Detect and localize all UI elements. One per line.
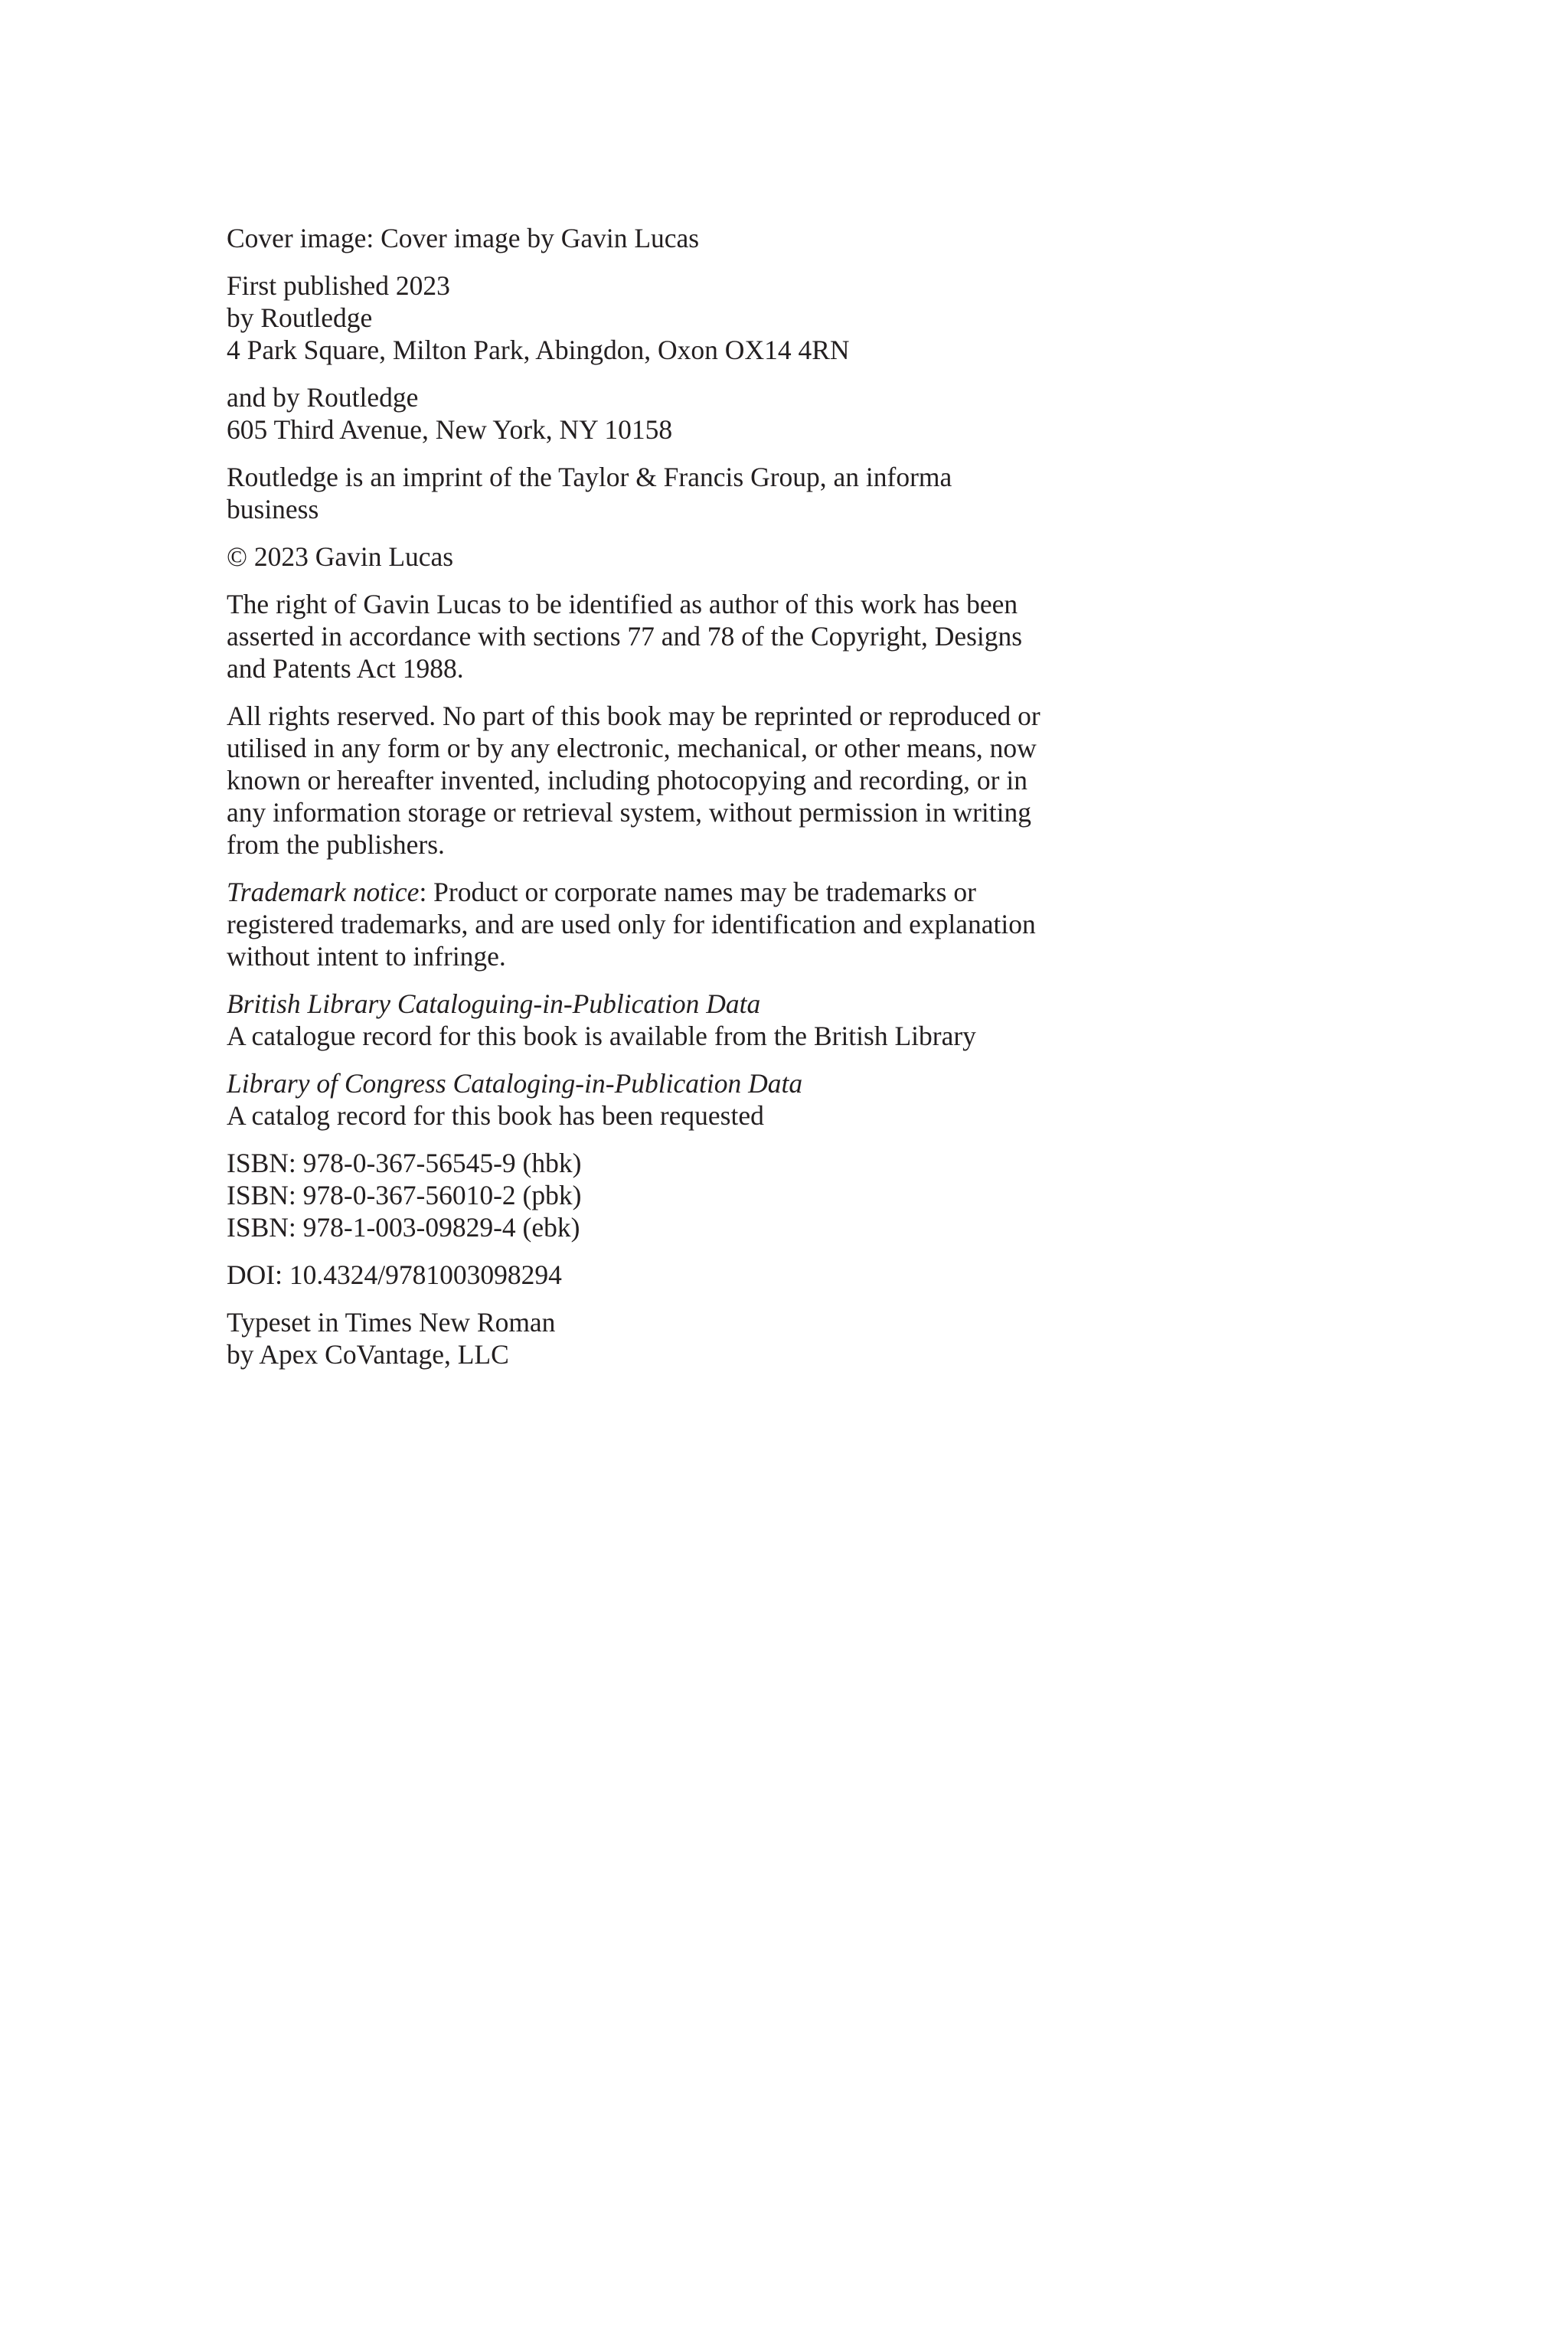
trademark-line: [227, 876, 1130, 908]
typeface: Typeset in Times New Roman: [227, 1307, 556, 1338]
doi: DOI: 10.4324/9781003098294: [227, 1259, 562, 1290]
doi-block: [227, 1259, 1130, 1291]
isbn-ebook: ISBN: 978-1-003-09829-4 (ebk): [227, 1212, 580, 1243]
publication-block: [227, 270, 1130, 366]
trademark-block: [227, 876, 1130, 972]
typesetting-block: [227, 1306, 1130, 1370]
trademark-line: registered trademarks, and are used only for identification and explanation: [227, 909, 1036, 939]
moral-rights-line: The right of Gavin Lucas to be identified as author of this work has been: [227, 589, 1018, 619]
british-library-heading: British Library Cataloguing-in-Publication Data: [227, 988, 761, 1019]
first-published: First published 2023: [227, 270, 450, 301]
rights-reserved-line: known or hereafter invented, including photocopying and recording, or in: [227, 765, 1027, 795]
rights-reserved-block: [227, 700, 1130, 861]
typesetter: by Apex CoVantage, LLC: [227, 1339, 509, 1370]
moral-rights-block: [227, 588, 1130, 684]
publisher-name: by Routledge: [227, 302, 373, 333]
trademark-line: without intent to infringe.: [227, 941, 506, 972]
library-of-congress-block: [227, 1067, 1130, 1132]
library-of-congress-heading: Library of Congress Cataloging-in-Publication Data: [227, 1068, 803, 1099]
isbn-paperback: ISBN: 978-0-367-56010-2 (pbk): [227, 1180, 582, 1210]
copyright-block: [227, 541, 1130, 573]
moral-rights-line: and Patents Act 1988.: [227, 653, 464, 684]
moral-rights-line: asserted in accordance with sections 77 and 78 of the Copyright, Designs: [227, 621, 1023, 652]
rights-reserved-line: from the publishers.: [227, 829, 445, 860]
us-publisher: and by Routledge: [227, 382, 419, 413]
cover-credit-block: [227, 222, 1130, 254]
british-library-block: [227, 988, 1130, 1052]
uk-address: 4 Park Square, Milton Park, Abingdon, Oxon OX14 4RN: [227, 335, 850, 365]
copyright-notice: © 2023 Gavin Lucas: [227, 541, 454, 572]
isbn-block: [227, 1147, 1130, 1243]
cover-credit: Cover image: Cover image by Gavin Lucas: [227, 223, 700, 253]
british-library-text: A catalogue record for this book is available from the British Library: [227, 1021, 976, 1051]
library-of-congress-text: A catalog record for this book has been requested: [227, 1100, 764, 1131]
imprint-line: business: [227, 494, 319, 524]
rights-reserved-line: any information storage or retrieval system, without permission in writing: [227, 797, 1031, 828]
imprint-statement: [227, 461, 1130, 525]
trademark-text: : Product or corporate names may be trademarks or: [419, 877, 976, 907]
rights-reserved-line: utilised in any form or by any electronic, mechanical, or other means, now: [227, 733, 1037, 763]
imprint-line: Routledge is an imprint of the Taylor & Francis Group, an informa: [227, 462, 952, 492]
us-publication-block: [227, 381, 1130, 446]
isbn-hardback: ISBN: 978-0-367-56545-9 (hbk): [227, 1148, 582, 1178]
rights-reserved-line: All rights reserved. No part of this book may be reprinted or reproduced or: [227, 701, 1040, 731]
trademark-label: Trademark notice: [227, 877, 420, 907]
copyright-page: [227, 222, 1130, 1386]
us-address: 605 Third Avenue, New York, NY 10158: [227, 414, 673, 445]
